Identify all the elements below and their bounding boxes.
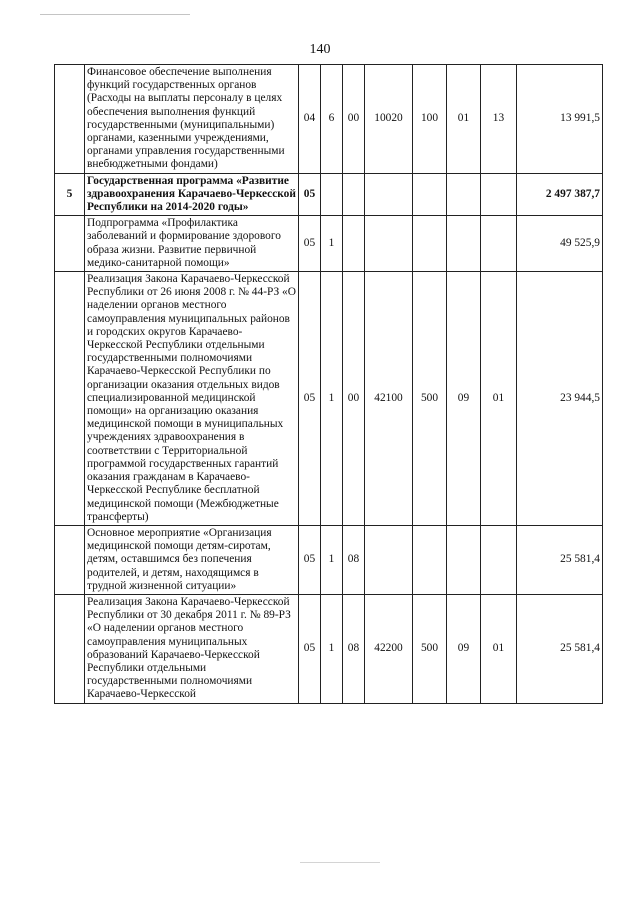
event-code-cell: 00 [343,272,365,526]
row-number-cell [55,594,85,703]
description-cell: Основное мероприятие «Организация медицинской помощи детям-сиротам, детям, оставшимся без попечения родителей, и детям, находящимся в трудной жизненной ситуации» [85,525,299,594]
table-row [55,272,603,526]
subsection-cell: 01 [481,272,517,526]
subprogram-code-cell: 1 [321,525,343,594]
row-number-cell [55,216,85,272]
event-code-cell [343,173,365,216]
subsection-cell: 13 [481,65,517,174]
direction-code-cell: 10020 [365,65,413,174]
amount-cell: 2 497 387,7 [517,173,603,216]
table-row [55,173,603,216]
expense-type-cell [413,216,447,272]
table-body [55,65,603,704]
table-row [55,594,603,703]
amount-cell: 13 991,5 [517,65,603,174]
section-cell [447,173,481,216]
budget-table [54,64,603,704]
section-cell [447,525,481,594]
row-number-cell [55,65,85,174]
description-cell: Реализация Закона Карачаево-Черкесской Республики от 26 июня 2008 г. № 44-РЗ «О наделении органов местного самоуправления муниципальных районов и городских округов Карачаево-Черкесской Республики отдельными государственными полномочиями Карачаево-Черкесской Республики по организации оказания отдельных видов специализированной медицинской помощи» на организацию оказания медицинской помощи в муниципальных учреждениях здравоохранения в соответствии с Территориальной программой государственных гарантий оказания гражданам в Карачаево-Черкесской Республике бесплатной медицинской помощи (Межбюджетные трансферты) [85,272,299,526]
program-code-cell: 05 [299,216,321,272]
row-number-cell [55,525,85,594]
amount-cell: 23 944,5 [517,272,603,526]
direction-code-cell [365,216,413,272]
description-cell: Финансовое обеспечение выполнения функций государственных органов (Расходы на выплаты персоналу в целях обеспечения выполнения функций государственными (муниципальными) органами, казенными учреждениями, органами управления государственными внебюджетными фондами) [85,65,299,174]
description-cell: Государственная программа «Развитие здравоохранения Карачаево-Черкесской Республики на 2014-2020 годы» [85,173,299,216]
subprogram-code-cell: 1 [321,272,343,526]
row-number-cell: 5 [55,173,85,216]
subprogram-code-cell: 1 [321,216,343,272]
subprogram-code-cell: 1 [321,594,343,703]
expense-type-cell [413,525,447,594]
table-row [55,216,603,272]
scan-mark-bottom [300,862,380,863]
expense-type-cell: 500 [413,594,447,703]
section-cell: 09 [447,594,481,703]
direction-code-cell: 42200 [365,594,413,703]
direction-code-cell [365,525,413,594]
amount-cell: 25 581,4 [517,525,603,594]
description-cell: Реализация Закона Карачаево-Черкесской Республики от 30 декабря 2011 г. № 89-РЗ «О наделении органов местного самоуправления муниципальных образований Карачаево-Черкесской Республики отдельными государственными полномочиями Карачаево-Черкесской [85,594,299,703]
section-cell [447,216,481,272]
subsection-cell [481,173,517,216]
program-code-cell: 05 [299,594,321,703]
subsection-cell [481,525,517,594]
direction-code-cell: 42100 [365,272,413,526]
event-code-cell: 08 [343,594,365,703]
expense-type-cell: 100 [413,65,447,174]
subsection-cell: 01 [481,594,517,703]
expense-type-cell [413,173,447,216]
table-row [55,65,603,174]
section-cell: 01 [447,65,481,174]
event-code-cell [343,216,365,272]
amount-cell: 25 581,4 [517,594,603,703]
section-cell: 09 [447,272,481,526]
scan-mark-top [40,14,190,15]
subprogram-code-cell [321,173,343,216]
program-code-cell: 05 [299,525,321,594]
subsection-cell [481,216,517,272]
program-code-cell: 05 [299,272,321,526]
event-code-cell: 00 [343,65,365,174]
page-number: 140 [309,42,331,57]
amount-cell: 49 525,9 [517,216,603,272]
expense-type-cell: 500 [413,272,447,526]
table-row [55,525,603,594]
row-number-cell [55,272,85,526]
description-cell: Подпрограмма «Профилактика заболеваний и формирование здорового образа жизни. Развитие первичной медико-санитарной помощи» [85,216,299,272]
direction-code-cell [365,173,413,216]
event-code-cell: 08 [343,525,365,594]
subprogram-code-cell: 6 [321,65,343,174]
program-code-cell: 04 [299,65,321,174]
program-code-cell: 05 [299,173,321,216]
